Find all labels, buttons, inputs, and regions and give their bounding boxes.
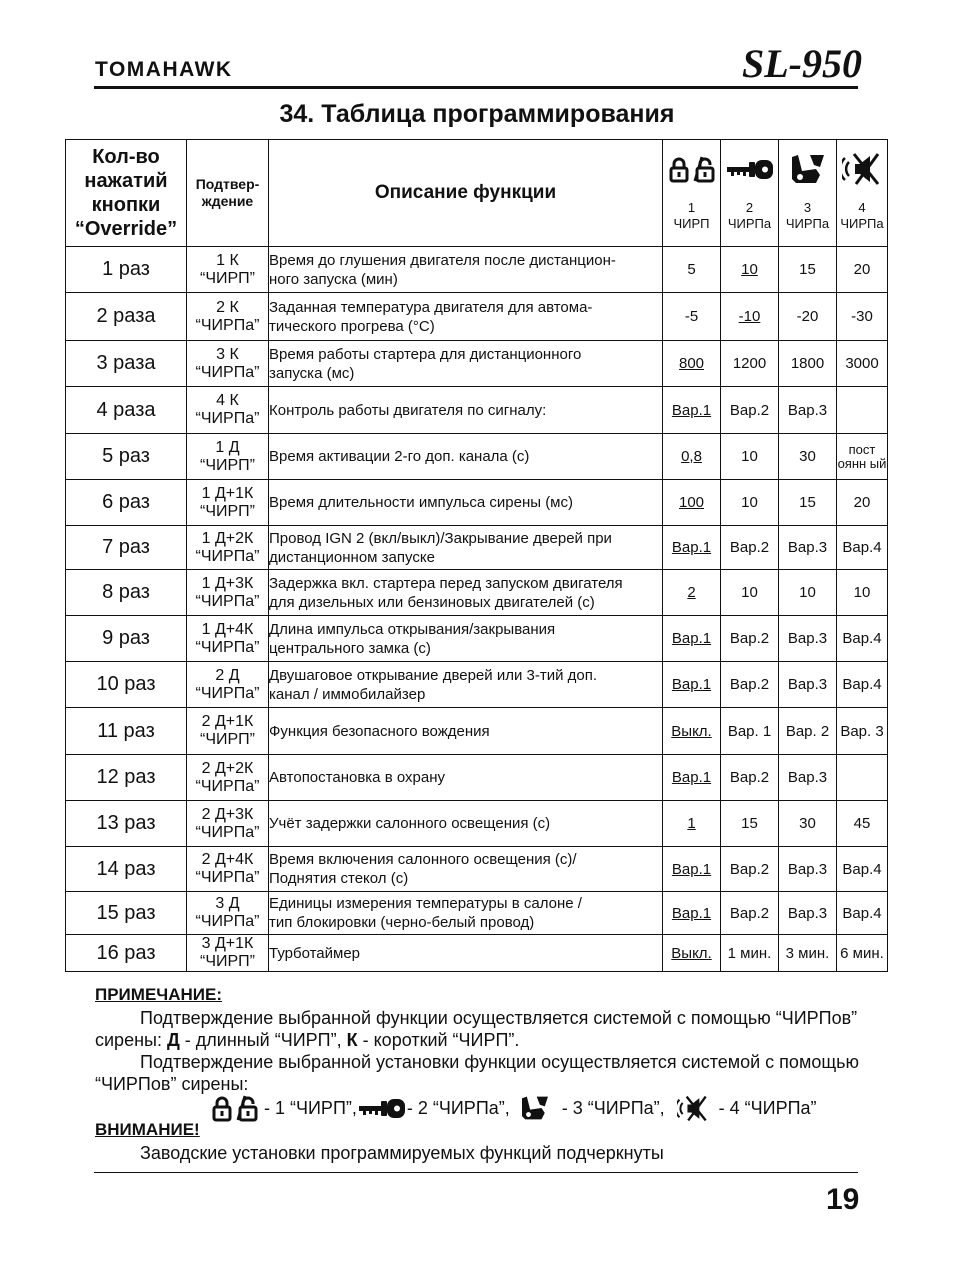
row-option-4: пост оянн ый [837,434,888,480]
header-description: Описание функции [269,140,663,247]
table-row [66,293,888,341]
row-option-3: Вар.3 [779,755,837,801]
row-option-1: 800 [663,341,721,387]
table-row [66,935,888,972]
row-press-count: 10 раз [66,662,187,708]
key-icon [725,158,775,180]
row-confirmation: 1 Д+3К “ЧИРПа” [187,570,269,616]
row-press-count: 9 раз [66,616,187,662]
row-option-3: Вар.3 [779,526,837,570]
header-option-1: 1 ЧИРП [663,140,721,247]
note-paragraph-1: Подтверждение выбранной функции осуществляется системой с помощью “ЧИРПов” сирены: Д - длинный “ЧИРП”, К - короткий “ЧИРП”. [95,1008,858,1050]
row-option-1: Вар.1 [663,526,721,570]
row-press-count: 11 раз [66,708,187,755]
row-description: Заданная температура двигателя для автома- тического прогрева (°С) [269,293,663,341]
table-header-row [66,140,888,247]
row-press-count: 16 раз [66,935,187,972]
row-option-4: Вар. 3 [837,708,888,755]
row-option-1: 2 [663,570,721,616]
row-option-1: Вар.1 [663,662,721,708]
model-logo: SL-950 [742,41,862,86]
legend-item-1: - 1 “ЧИРП”, [212,1094,357,1122]
row-description: Время включения салонного освещения (с)/ Поднятия стекол (с) [269,847,663,892]
note-paragraph-2: Подтверждение выбранной установки функции осуществляется системой с помощью “ЧИРПов” сирены: [95,1052,860,1094]
row-confirmation: 3 К “ЧИРПа” [187,341,269,387]
row-option-3: Вар.3 [779,892,837,935]
row-option-1: 5 [663,247,721,293]
row-press-count: 4 раза [66,387,187,434]
header-count: Кол-во нажатий кнопки “Override” [66,140,187,247]
chirp-legend [212,1094,817,1122]
row-description: Учёт задержки салонного освещения (с) [269,801,663,847]
row-option-3: 3 мин. [779,935,837,972]
row-description: Длина импульса открывания/закрывания центрального замка (с) [269,616,663,662]
note-heading: ПРИМЕЧАНИЕ: [95,985,222,1004]
row-description: Время длительности импульса сирены (мс) [269,480,663,526]
row-description: Двушаговое открывание дверей или 3-тий доп. канал / иммобилайзер [269,662,663,708]
table-row [66,387,888,434]
row-confirmation: 1 Д+4К “ЧИРПа” [187,616,269,662]
row-description: Контроль работы двигателя по сигналу: [269,387,663,434]
table-row [66,341,888,387]
row-option-1: Вар.1 [663,847,721,892]
row-option-1: -5 [663,293,721,341]
row-confirmation: 4 К “ЧИРПа” [187,387,269,434]
row-confirmation: 1 Д+2К “ЧИРПа” [187,526,269,570]
row-press-count: 6 раз [66,480,187,526]
row-option-3: 10 [779,570,837,616]
header-option-4: 4 ЧИРПа [837,140,888,247]
row-description: Время работы стартера для дистанционного запуска (мс) [269,341,663,387]
row-option-1: Выкл. [663,935,721,972]
row-option-3: Вар.3 [779,847,837,892]
row-description: Турботаймер [269,935,663,972]
row-option-3: Вар.3 [779,616,837,662]
row-description: Провод IGN 2 (вкл/выкл)/Закрывание дверей при дистанционном запуске [269,526,663,570]
row-option-2: 10 [721,480,779,526]
row-confirmation: 3 Д “ЧИРПа” [187,892,269,935]
row-option-1: 1 [663,801,721,847]
row-option-2: -10 [721,293,779,341]
row-option-3: Вар.3 [779,662,837,708]
row-option-2: Вар.2 [721,755,779,801]
row-confirmation: 2 Д+2К “ЧИРПа” [187,755,269,801]
row-option-1: 100 [663,480,721,526]
attention-text: Заводские установки программируемых функций подчеркнуты [140,1143,664,1163]
brand-name: TOMAHAWK [95,58,233,81]
row-option-2: 1200 [721,341,779,387]
row-option-1: Вар.1 [663,892,721,935]
header-option-2: 2 ЧИРПа [721,140,779,247]
row-option-2: 10 [721,434,779,480]
row-press-count: 1 раз [66,247,187,293]
row-confirmation: 2 Д “ЧИРПа” [187,662,269,708]
siren-mute-icon [842,152,882,186]
row-option-4: Вар.4 [837,526,888,570]
row-option-3: Вар.3 [779,387,837,434]
row-option-2: Вар.2 [721,847,779,892]
car-start-icon [520,1095,550,1121]
row-option-1: 0,8 [663,434,721,480]
attention-heading: ВНИМАНИЕ! [95,1120,200,1139]
row-option-3: 15 [779,247,837,293]
row-confirmation: 2 К “ЧИРПа” [187,293,269,341]
table-row [66,847,888,892]
row-option-2: Вар.2 [721,662,779,708]
row-confirmation: 1 Д “ЧИРП” [187,434,269,480]
row-description: Автопостановка в охрану [269,755,663,801]
row-option-3: 30 [779,434,837,480]
table-row [66,892,888,935]
legend-item-3: - 3 “ЧИРПа”, [520,1095,665,1121]
row-confirmation: 2 Д+1К “ЧИРП” [187,708,269,755]
row-confirmation: 2 Д+3К “ЧИРПа” [187,801,269,847]
row-option-2: Вар.2 [721,892,779,935]
row-option-2: 1 мин. [721,935,779,972]
row-option-4: 20 [837,247,888,293]
row-press-count: 13 раз [66,801,187,847]
row-press-count: 14 раз [66,847,187,892]
table-row [66,526,888,570]
row-option-2: Вар.2 [721,526,779,570]
row-description: Функция безопасного вождения [269,708,663,755]
row-option-2: Вар.2 [721,387,779,434]
row-option-2: Вар. 1 [721,708,779,755]
table-row [66,755,888,801]
row-press-count: 3 раза [66,341,187,387]
row-option-3: 1800 [779,341,837,387]
row-option-2: 10 [721,570,779,616]
header-option-3: 3 ЧИРПа [779,140,837,247]
key-icon [357,1097,407,1119]
row-option-4: Вар.4 [837,662,888,708]
row-option-4: Вар.4 [837,847,888,892]
header-confirm: Подтвер- ждение [187,140,269,247]
row-option-4: -30 [837,293,888,341]
row-confirmation: 1 К “ЧИРП” [187,247,269,293]
page-number: 19 [826,1183,860,1216]
header-rule [94,86,858,89]
row-description: Единицы измерения температуры в салоне / тип блокировки (черно-белый провод) [269,892,663,935]
table-row [66,708,888,755]
row-confirmation: 2 Д+4К “ЧИРПа” [187,847,269,892]
page-title: 34. Таблица программирования [279,100,675,128]
row-option-4: 10 [837,570,888,616]
row-option-4: 20 [837,480,888,526]
row-option-1: Вар.1 [663,616,721,662]
row-option-3: 15 [779,480,837,526]
table-row [66,662,888,708]
row-press-count: 5 раз [66,434,187,480]
row-option-4 [837,755,888,801]
programming-table [65,139,888,972]
row-confirmation: 3 Д+1К “ЧИРП” [187,935,269,972]
row-option-1: Вар.1 [663,755,721,801]
row-description: Время до глушения двигателя после дистанцион- ного запуска (мин) [269,247,663,293]
row-press-count: 8 раз [66,570,187,616]
table-row [66,801,888,847]
row-option-4: Вар.4 [837,892,888,935]
table-row [66,434,888,480]
row-description: Задержка вкл. стартера перед запуском двигателя для дизельных или бензиновых двигателей (с) [269,570,663,616]
row-option-4: Вар.4 [837,616,888,662]
row-option-3: Вар. 2 [779,708,837,755]
table-row [66,247,888,293]
row-option-4: 3000 [837,341,888,387]
row-option-1: Выкл. [663,708,721,755]
legend-item-4: - 4 “ЧИРПа” [677,1095,817,1122]
table-row [66,616,888,662]
row-description: Время активации 2-го доп. канала (с) [269,434,663,480]
row-confirmation: 1 Д+1К “ЧИРП” [187,480,269,526]
legend-item-2: - 2 “ЧИРПа”, [357,1097,510,1119]
siren-mute-icon [677,1095,709,1122]
row-option-3: 30 [779,801,837,847]
row-press-count: 7 раз [66,526,187,570]
row-press-count: 15 раз [66,892,187,935]
row-option-2: 10 [721,247,779,293]
row-option-2: Вар.2 [721,616,779,662]
footer-rule [94,1172,858,1173]
row-option-3: -20 [779,293,837,341]
car-start-icon [790,153,826,185]
table-row [66,570,888,616]
row-press-count: 12 раз [66,755,187,801]
row-option-4: 45 [837,801,888,847]
row-option-4: 6 мин. [837,935,888,972]
lock-unlock-icon [669,155,715,183]
row-press-count: 2 раза [66,293,187,341]
row-option-4 [837,387,888,434]
lock-unlock-icon [212,1094,258,1122]
row-option-2: 15 [721,801,779,847]
table-row [66,480,888,526]
row-option-1: Вар.1 [663,387,721,434]
